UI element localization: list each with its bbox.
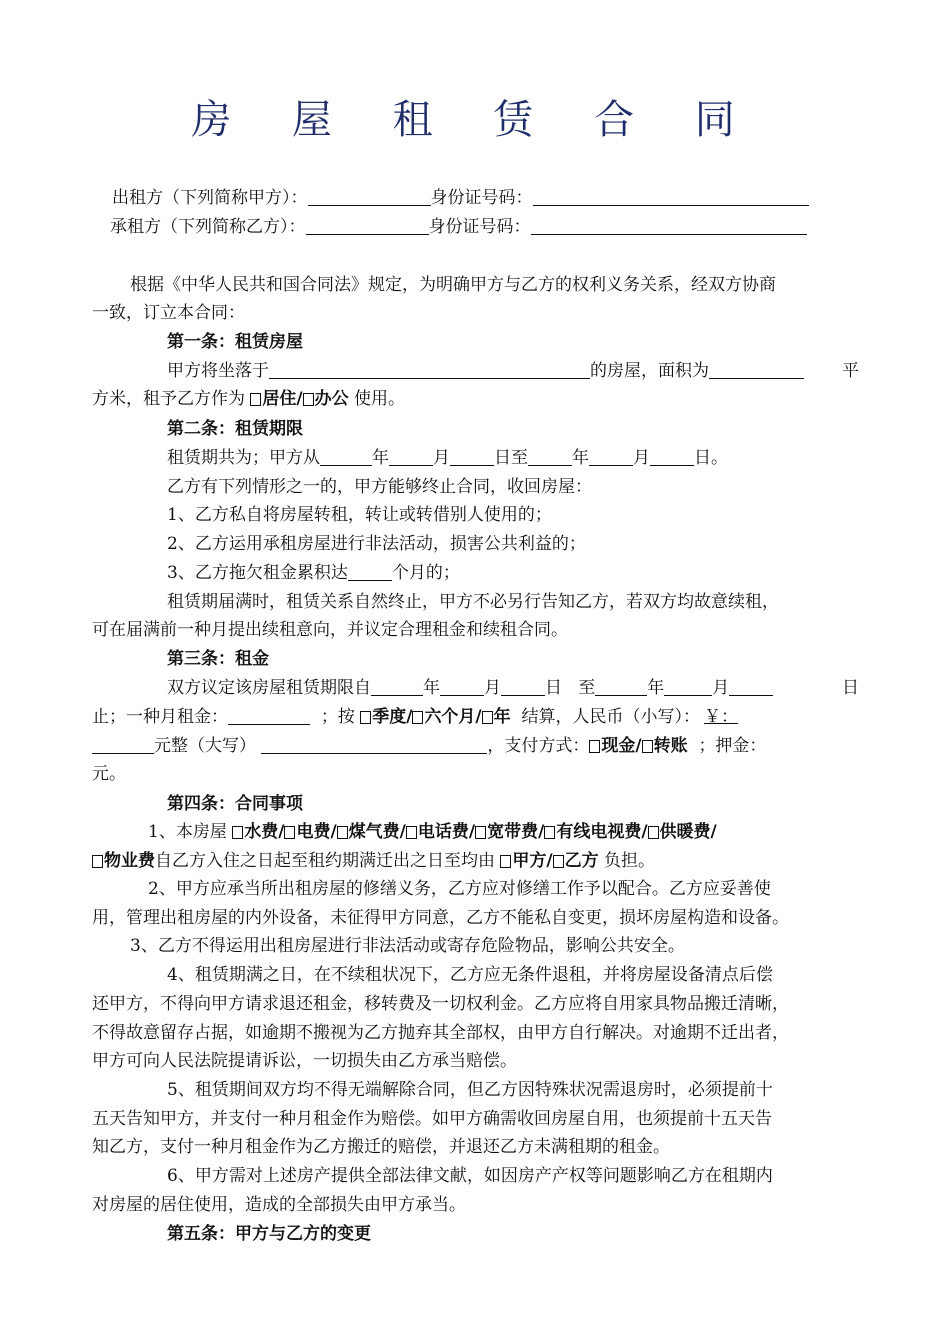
article-2-heading: 第二条：租赁期限 [167, 419, 303, 439]
checkbox-gas[interactable] [337, 826, 348, 839]
lessor-line [112, 185, 809, 211]
option-transfer: 转账 [653, 736, 688, 756]
option-party-b: 乙方 [564, 851, 599, 871]
a1-line-1 [167, 358, 804, 384]
intro-line-2: 一致，订立本合同： [92, 303, 245, 323]
lessor-name-blank[interactable] [308, 187, 431, 206]
rmb-amount-field[interactable]: ￥： [703, 707, 738, 727]
option-half-year: 六个月/ [424, 707, 482, 727]
fee-broadband: 宽带费/ [487, 822, 545, 842]
lessor-label: 出租方（下列简称甲方）： [112, 188, 308, 208]
arrears-months-blank[interactable] [348, 562, 392, 581]
a2-text: 年 [572, 448, 589, 468]
a2-line-3: 1、乙方私自将房屋转租，转让或转借别人使用的； [167, 505, 552, 525]
checkbox-cash[interactable] [589, 740, 600, 753]
option-cash: 现金/ [601, 736, 642, 756]
checkbox-yearly[interactable] [482, 711, 493, 724]
a2-line-5 [167, 560, 460, 586]
a4-item-3: 3、乙方不得运用出租房屋进行非法活动或寄存危险物品，影响公共安全。 [130, 936, 685, 956]
end-month-blank[interactable] [589, 447, 633, 466]
a3-line-4: 元。 [92, 764, 126, 784]
fee-property: 物业费 [104, 851, 155, 871]
checkbox-office[interactable] [303, 393, 314, 406]
lessee-id-blank[interactable] [531, 216, 807, 235]
option-office: 办公 [314, 389, 349, 409]
intro-line-1: 根据《中华人民共和国合同法》规定，为明确甲方与乙方的权利义务关系，经双方协商 [130, 275, 776, 295]
a3-text: 月 [484, 678, 501, 698]
start-year-blank[interactable] [320, 447, 372, 466]
lessor-id-label: 身份证号码： [430, 188, 533, 208]
a3-text: 至 [578, 678, 596, 698]
option-quarterly: 季度/ [372, 707, 413, 727]
fee-water: 水费/ [244, 822, 285, 842]
checkbox-water[interactable] [232, 826, 243, 839]
a4-text: 负担。 [604, 851, 656, 871]
fee-gas: 煤气费/ [348, 822, 406, 842]
a2-text: 日。 [694, 448, 728, 468]
a2-term-line [167, 445, 728, 471]
checkbox-electricity[interactable] [284, 826, 295, 839]
a2-line-6: 租赁期届满时，租赁关系自然终止，甲方不必另行告知乙方，若双方均故意续租， [167, 592, 779, 612]
a3-line-2 [92, 704, 738, 730]
checkbox-property-fee[interactable] [92, 855, 103, 868]
a2-text: 日至 [494, 448, 528, 468]
a3-text: 月 [712, 678, 730, 698]
a4-item-4-line-2: 还甲方，不得向甲方请求退还租金，移转费及一切权利金。乙方应将自用家具物品搬迁清晰， [92, 994, 789, 1014]
a4-item-4-line-3: 不得故意留存占据，如逾期不搬视为乙方抛弃其全部权，由甲方自行解决。对逾期不迁出者， [92, 1023, 789, 1043]
a4-text: 1、本房屋 [148, 822, 227, 842]
a4-item-5-line-2: 五天告知甲方，并支付一种月租金作为赔偿。如甲方确需收回房屋自用，也须提前十五天告 [92, 1109, 772, 1129]
rent-end-year-blank[interactable] [595, 677, 647, 696]
checkbox-transfer[interactable] [642, 740, 653, 753]
a2-text: 3、乙方拖欠租金累积达 [167, 563, 348, 583]
a1-line-2 [92, 386, 405, 412]
checkbox-party-b[interactable] [553, 855, 564, 868]
a3-line-1 [167, 675, 773, 701]
rent-start-month-blank[interactable] [440, 677, 484, 696]
a3-text: ，支付方式： [487, 736, 590, 756]
a3-text: 年 [647, 678, 665, 698]
a1-text: 使用。 [354, 389, 406, 409]
checkbox-broadband[interactable] [475, 826, 486, 839]
fee-phone: 电话费/ [417, 822, 476, 842]
fee-heating: 供暖费/ [659, 822, 717, 842]
location-blank[interactable] [269, 360, 590, 379]
end-day-blank[interactable] [650, 447, 694, 466]
lessee-name-blank[interactable] [306, 216, 429, 235]
a2-line-2: 乙方有下列情形之一的，甲方能够终止合同，收回房屋： [167, 477, 592, 497]
a3-text: 元整（大写） [154, 736, 256, 756]
a4-text: 自乙方入住之日起至租约期满迁出之日至均由 [155, 851, 495, 871]
a4-item-1-line-2 [92, 848, 655, 874]
a3-day-end: 日 [842, 678, 859, 698]
option-party-a: 甲方/ [512, 851, 553, 871]
checkbox-half-year[interactable] [412, 711, 423, 724]
a4-item-5-line-3: 知乙方，支付一种月租金作为乙方搬迁的赔偿，并退还乙方未满租期的租金。 [92, 1137, 670, 1157]
a3-text: 双方议定该房屋租赁期限自 [167, 678, 371, 698]
document-title: 房 屋 租 赁 合 同 [191, 97, 759, 143]
a2-line-4: 2、乙方运用承租房屋进行非法活动，损害公共利益的； [167, 534, 586, 554]
rent-start-day-blank[interactable] [501, 677, 545, 696]
a3-text: ；押金： [698, 736, 767, 756]
a4-item-6-line-1: 6、甲方需对上述房产提供全部法律文献，如因房产产权等问题影响乙方在租期内 [167, 1166, 773, 1186]
checkbox-cable-tv[interactable] [544, 826, 555, 839]
rmb-units-blank[interactable] [92, 735, 154, 754]
a4-item-2-line-1: 2、甲方应承当所出租房屋的修缮义务，乙方应对修缮工作予以配合。乙方应妥善使 [148, 879, 771, 899]
a4-item-5-line-1: 5、租赁期间双方均不得无端解除合同，但乙方因特殊状况需退房时，必须提前十 [167, 1080, 773, 1100]
a2-text: 个月的； [391, 563, 460, 583]
checkbox-quarterly[interactable] [360, 711, 371, 724]
checkbox-party-a[interactable] [500, 855, 511, 868]
area-blank[interactable] [709, 360, 804, 379]
lessee-id-label: 身份证号码： [428, 217, 531, 237]
fee-electricity: 电费/ [296, 822, 337, 842]
a2-text: 年 [372, 448, 389, 468]
a3-text: ；按 [320, 707, 355, 727]
lessee-line [110, 214, 807, 240]
a3-text: 结算，人民币（小写）： [521, 707, 700, 727]
monthly-rent-blank[interactable] [228, 706, 310, 725]
article-1-heading: 第一条：租赁房屋 [167, 332, 303, 352]
end-year-blank[interactable] [528, 447, 572, 466]
a4-item-4-line-1: 4、租赁期满之日，在不续租状况下，乙方应无条件退租，并将房屋设备清点后偿 [167, 965, 773, 985]
a1-unit-text: 平 [842, 361, 859, 381]
a2-text: 月 [633, 448, 650, 468]
checkbox-heating[interactable] [648, 826, 659, 839]
start-month-blank[interactable] [389, 447, 433, 466]
rent-end-month-blank[interactable] [664, 677, 712, 696]
a2-text: 月 [433, 448, 450, 468]
a4-item-1-line-1 [148, 819, 717, 845]
a3-text: 年 [423, 678, 440, 698]
start-day-blank[interactable] [450, 447, 494, 466]
lessee-label: 承租方（下列简称乙方）： [110, 217, 306, 237]
article-5-heading: 第五条：甲方与乙方的变更 [167, 1224, 371, 1244]
a4-item-2-line-2: 用，管理出租房屋的内外设备，未征得甲方同意，乙方不能私自变更，损坏房屋构造和设备。 [92, 908, 789, 928]
lessor-id-blank[interactable] [533, 187, 809, 206]
article-4-heading: 第四条：合同事项 [167, 794, 303, 814]
a1-text: 方米，租予乙方作为 [92, 389, 245, 409]
rmb-capital-blank[interactable] [261, 735, 487, 754]
a3-line-3 [92, 733, 766, 759]
a2-line-7: 可在届满前一种月提出续租意向，并议定合理租金和续租合同。 [92, 620, 568, 640]
rent-start-year-blank[interactable] [371, 677, 423, 696]
a2-text: 租赁期共为；甲方从 [167, 448, 320, 468]
option-yearly: 年 [493, 707, 511, 727]
rent-end-day-blank[interactable] [729, 677, 773, 696]
a3-text: 止；一种月租金： [92, 707, 228, 727]
a1-text: 的房屋，面积为 [590, 361, 709, 381]
fee-cable-tv: 有线电视费/ [556, 822, 648, 842]
a3-text: 日 [545, 678, 562, 698]
checkbox-residence[interactable] [250, 393, 261, 406]
a4-item-4-line-4: 甲方可向人民法院提请诉讼，一切损失由乙方承当赔偿。 [92, 1051, 517, 1071]
a4-item-6-line-2: 对房屋的居住使用，造成的全部损失由甲方承当。 [92, 1195, 466, 1215]
article-3-heading: 第三条：租金 [167, 649, 269, 669]
checkbox-phone[interactable] [406, 826, 417, 839]
option-residence: 居住/ [262, 389, 303, 409]
a1-text: 甲方将坐落于 [167, 361, 269, 381]
